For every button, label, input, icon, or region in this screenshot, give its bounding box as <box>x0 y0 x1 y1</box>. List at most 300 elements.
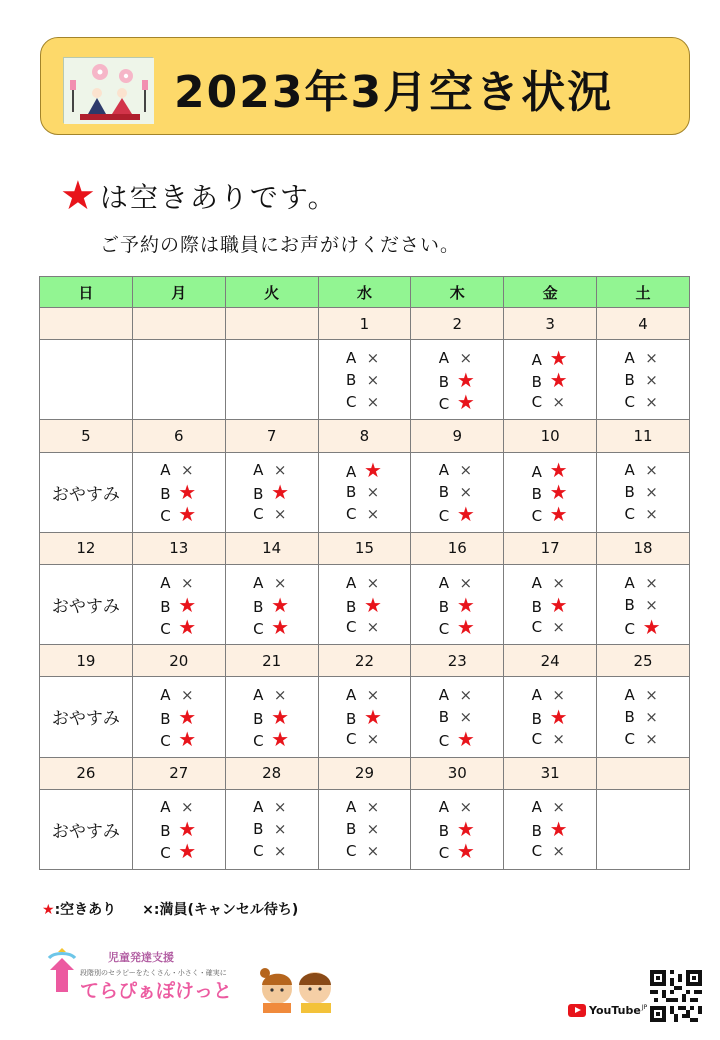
cross-icon: × <box>552 685 565 704</box>
cross-icon: × <box>273 685 287 704</box>
slot-letter: B <box>345 820 357 839</box>
star-icon: ★ <box>549 458 568 483</box>
date-cell: 24 <box>504 645 597 677</box>
slot-letter: A <box>345 348 357 367</box>
slot-letter: B <box>160 709 171 728</box>
weekday-header: 水 <box>318 277 411 308</box>
slot-letter: C <box>160 507 171 526</box>
date-cell: 12 <box>40 532 133 564</box>
slot-letter: B <box>160 597 171 616</box>
slot-line <box>625 728 662 750</box>
cross-icon: × <box>645 685 658 704</box>
slot-line <box>439 391 476 413</box>
star-icon: ★ <box>178 817 197 842</box>
cross-icon: × <box>273 505 287 524</box>
slot-letter: C <box>531 392 543 411</box>
slot-line <box>346 369 383 391</box>
star-icon: ★ <box>549 480 568 505</box>
slot-line <box>253 572 290 594</box>
slot-letter: B <box>624 595 635 614</box>
slot-line <box>625 481 662 503</box>
cross-icon: × <box>366 798 380 817</box>
slot-line <box>346 572 383 594</box>
slot-row <box>40 789 690 869</box>
cross-icon: × <box>366 505 380 524</box>
slot-line <box>160 796 197 818</box>
slot-line <box>346 481 383 503</box>
slot-letter: A <box>531 685 542 704</box>
slot-line <box>253 503 290 525</box>
day-slots-cell <box>411 677 504 757</box>
date-cell: 25 <box>597 645 690 677</box>
day-slots-cell <box>504 789 597 869</box>
cross-icon: × <box>645 370 658 389</box>
slot-line <box>439 796 476 818</box>
slot-letter: B <box>345 370 357 389</box>
slot-line <box>253 818 290 840</box>
star-icon: ★ <box>549 817 568 842</box>
slot-line <box>532 728 569 750</box>
slot-line <box>346 594 383 616</box>
slot-letter: A <box>624 348 635 367</box>
cross-icon: × <box>645 707 658 726</box>
weekday-header: 土 <box>597 277 690 308</box>
slot-letter: B <box>624 483 635 502</box>
youtube-label: YouTube <box>589 1004 641 1017</box>
day-slots-cell <box>597 340 690 420</box>
star-icon: ★ <box>549 502 568 527</box>
slot-letter: A <box>345 463 357 482</box>
children-illustration <box>255 963 345 1013</box>
cross-icon: × <box>645 392 658 411</box>
star-icon: ★ <box>363 704 382 729</box>
slot-line <box>625 572 662 594</box>
slot-line <box>625 347 662 369</box>
date-row <box>40 757 690 789</box>
cross-icon: × <box>366 370 380 389</box>
slot-line <box>625 503 662 525</box>
date-row <box>40 420 690 452</box>
cross-icon: × <box>180 685 194 704</box>
slot-line <box>532 840 569 862</box>
cross-icon: × <box>459 798 473 817</box>
weekday-header: 木 <box>411 277 504 308</box>
slot-line <box>625 391 662 413</box>
slot-line <box>160 840 197 862</box>
slot-letter: A <box>438 348 450 367</box>
day-slots-cell <box>318 340 411 420</box>
slot-line <box>160 616 197 638</box>
slot-letter: A <box>531 463 542 482</box>
brand-subtitle: 段階別のセラピーをたくさん・小さく・確実に <box>80 970 227 977</box>
slot-letter: B <box>345 709 357 728</box>
brand-name: てらぴぁぽけっと <box>80 981 233 1002</box>
weekday-header: 日 <box>40 277 133 308</box>
day-slots-cell <box>225 452 318 532</box>
slot-line <box>532 616 569 638</box>
day-slots-cell <box>40 677 133 757</box>
cross-icon: × <box>273 573 287 592</box>
day-slots-cell <box>597 564 690 644</box>
slot-line <box>532 796 569 818</box>
slot-letter: C <box>160 844 171 863</box>
date-cell: 9 <box>411 420 504 452</box>
slot-letter: A <box>345 573 357 592</box>
date-cell: 19 <box>40 645 133 677</box>
day-slots-cell <box>318 564 411 644</box>
day-slots-cell <box>318 789 411 869</box>
star-icon: ★ <box>60 173 96 219</box>
slot-line <box>439 840 476 862</box>
slot-letter: C <box>624 619 636 638</box>
slot-line <box>439 481 476 503</box>
day-slots-cell <box>504 340 597 420</box>
slot-letter: B <box>160 485 171 504</box>
slot-line <box>346 684 383 706</box>
day-slots-cell <box>411 340 504 420</box>
youtube-play-icon <box>568 1004 586 1017</box>
slot-line <box>532 572 569 594</box>
cross-icon: × <box>366 348 380 367</box>
slot-letter: A <box>345 798 357 817</box>
slot-line <box>625 684 662 706</box>
slot-line <box>160 503 197 525</box>
date-cell: 6 <box>132 420 225 452</box>
slot-line <box>346 347 383 369</box>
day-slots-cell <box>132 340 225 420</box>
star-icon: ★ <box>456 502 475 527</box>
day-slots-cell <box>411 789 504 869</box>
slot-line <box>346 706 383 728</box>
cross-icon: × <box>552 729 565 748</box>
day-slots-cell <box>40 452 133 532</box>
day-slots-cell <box>504 677 597 757</box>
slot-letter: A <box>531 573 542 592</box>
slot-letter: B <box>253 709 264 728</box>
holiday-label: おやすみ <box>51 597 120 618</box>
slot-row <box>40 452 690 532</box>
date-cell: 31 <box>504 757 597 789</box>
day-slots-cell <box>132 452 225 532</box>
slot-line <box>439 706 476 728</box>
footer-legend <box>42 899 298 919</box>
day-slots-cell <box>504 564 597 644</box>
slot-letter: C <box>160 731 171 750</box>
cross-icon: × <box>366 685 380 704</box>
slot-letter: C <box>438 619 450 638</box>
slot-line <box>160 728 197 750</box>
qr-code-icon[interactable] <box>650 970 702 1022</box>
slot-line <box>625 616 662 638</box>
slot-line <box>625 459 662 481</box>
date-cell: 5 <box>40 420 133 452</box>
availability-calendar <box>39 276 690 870</box>
date-cell: 11 <box>597 420 690 452</box>
cross-icon: × <box>459 348 473 367</box>
slot-letter: C <box>253 731 264 750</box>
cross-icon: × <box>645 729 658 748</box>
slot-letter: C <box>531 617 543 636</box>
slot-letter: C <box>345 617 357 636</box>
slot-line <box>346 503 383 525</box>
slot-letter: C <box>345 505 357 524</box>
slot-letter: A <box>438 685 450 704</box>
star-icon: ★ <box>456 839 475 864</box>
date-cell <box>597 757 690 789</box>
date-cell: 2 <box>411 308 504 340</box>
slot-line <box>625 369 662 391</box>
slot-line <box>346 728 383 750</box>
slot-letter: A <box>531 798 542 817</box>
slot-letter: A <box>345 685 357 704</box>
slot-letter: C <box>624 392 636 411</box>
slot-row <box>40 564 690 644</box>
cross-icon: × <box>459 685 473 704</box>
slot-line <box>532 481 569 503</box>
day-slots-cell <box>225 340 318 420</box>
star-icon: ★ <box>178 592 197 617</box>
star-icon: ★ <box>456 367 475 392</box>
slot-line <box>439 572 476 594</box>
cross-icon: × <box>366 392 380 411</box>
slot-letter: B <box>438 372 450 391</box>
slot-letter: C <box>624 505 636 524</box>
star-icon: ★ <box>271 726 290 751</box>
slot-letter: A <box>160 798 171 817</box>
date-cell: 17 <box>504 532 597 564</box>
cross-icon: × <box>645 595 658 614</box>
weekday-header: 金 <box>504 277 597 308</box>
slot-letter: C <box>253 842 264 861</box>
slot-letter: C <box>438 394 450 413</box>
slot-letter: A <box>160 461 171 480</box>
slot-letter: B <box>253 820 264 839</box>
slot-line <box>253 728 290 750</box>
full-label: :満員(キャンセル待ち) <box>153 902 299 918</box>
star-icon: ★ <box>178 839 197 864</box>
slot-line <box>439 369 476 391</box>
slot-line <box>532 369 569 391</box>
slot-letter: B <box>253 485 264 504</box>
slot-line <box>160 459 197 481</box>
slot-letter: A <box>253 685 264 704</box>
slot-line <box>253 706 290 728</box>
slot-letter: A <box>253 798 264 817</box>
slot-line <box>253 616 290 638</box>
slot-letter: A <box>531 350 542 369</box>
slot-letter: C <box>160 619 171 638</box>
slot-line <box>625 706 662 728</box>
slot-line <box>532 818 569 840</box>
star-icon: ★ <box>271 592 290 617</box>
slot-line <box>160 818 197 840</box>
slot-letter: B <box>438 597 450 616</box>
date-cell <box>40 308 133 340</box>
star-icon: ★ <box>456 614 475 639</box>
slot-line <box>532 347 569 369</box>
holiday-label: おやすみ <box>51 484 120 505</box>
cross-icon: × <box>180 461 194 480</box>
star-icon: ★ <box>178 502 197 527</box>
slot-line <box>253 459 290 481</box>
cross-icon: × <box>366 729 380 748</box>
cross-icon: × <box>459 483 473 502</box>
cross-icon: × <box>552 617 565 636</box>
star-icon: ★ <box>642 614 661 639</box>
slot-letter: C <box>438 731 450 750</box>
day-slots-cell <box>40 340 133 420</box>
day-slots-cell <box>132 564 225 644</box>
slot-line <box>439 347 476 369</box>
date-cell: 15 <box>318 532 411 564</box>
slot-letter: B <box>438 483 450 502</box>
slot-letter: B <box>438 822 450 841</box>
slot-letter: B <box>438 707 450 726</box>
slot-letter: A <box>438 798 450 817</box>
cross-icon: × <box>366 820 380 839</box>
date-cell: 23 <box>411 645 504 677</box>
cross-icon: × <box>552 842 565 861</box>
legend-text: は空きありです。 <box>99 181 338 214</box>
day-slots-cell <box>132 677 225 757</box>
slot-letter: B <box>345 483 357 502</box>
cross-icon: × <box>645 573 658 592</box>
slot-letter: C <box>531 729 543 748</box>
slot-line <box>160 706 197 728</box>
day-slots-cell <box>504 452 597 532</box>
weekday-header: 月 <box>132 277 225 308</box>
slot-letter: B <box>531 822 542 841</box>
slot-line <box>346 391 383 413</box>
youtube-badge[interactable] <box>568 1004 647 1017</box>
cross-icon: × <box>645 505 658 524</box>
slot-letter: B <box>531 597 542 616</box>
day-slots-cell <box>40 564 133 644</box>
date-cell: 26 <box>40 757 133 789</box>
cross-icon: × <box>552 392 565 411</box>
cross-icon: × <box>142 902 154 918</box>
day-slots-cell <box>597 452 690 532</box>
cross-icon: × <box>645 483 658 502</box>
cross-icon: × <box>552 573 565 592</box>
slot-line <box>160 481 197 503</box>
slot-letter: C <box>438 844 450 863</box>
date-cell: 1 <box>318 308 411 340</box>
slot-row <box>40 677 690 757</box>
star-icon: ★ <box>178 726 197 751</box>
star-icon: ★ <box>271 614 290 639</box>
slot-line <box>346 818 383 840</box>
slot-letter: C <box>624 729 636 748</box>
slot-line <box>532 503 569 525</box>
slot-letter: B <box>253 597 264 616</box>
slot-letter: B <box>531 372 542 391</box>
slot-letter: B <box>624 370 635 389</box>
slot-letter: A <box>438 461 450 480</box>
date-cell: 13 <box>132 532 225 564</box>
cross-icon: × <box>459 573 473 592</box>
hina-doll-illustration <box>63 57 153 123</box>
day-slots-cell <box>597 789 690 869</box>
slot-line <box>439 594 476 616</box>
cross-icon: × <box>366 483 380 502</box>
cross-icon: × <box>366 842 380 861</box>
date-cell: 8 <box>318 420 411 452</box>
day-slots-cell <box>597 677 690 757</box>
star-icon: ★ <box>456 592 475 617</box>
day-slots-cell <box>411 564 504 644</box>
slot-letter: A <box>624 685 635 704</box>
cross-icon: × <box>273 820 287 839</box>
cross-icon: × <box>180 798 194 817</box>
slot-letter: B <box>345 597 357 616</box>
star-icon: ★ <box>42 902 55 918</box>
date-cell: 22 <box>318 645 411 677</box>
cross-icon: × <box>366 617 380 636</box>
slot-line <box>253 840 290 862</box>
reservation-notice: ご予約の際は職員にお声がけください。 <box>100 234 461 256</box>
date-row <box>40 532 690 564</box>
weekday-header-row <box>40 277 690 308</box>
star-icon: ★ <box>178 614 197 639</box>
slot-letter: A <box>438 573 450 592</box>
day-slots-cell <box>411 452 504 532</box>
star-icon: ★ <box>549 367 568 392</box>
star-icon: ★ <box>271 480 290 505</box>
star-icon: ★ <box>456 726 475 751</box>
slot-letter: B <box>160 822 171 841</box>
brand-logo <box>46 948 246 1008</box>
slot-letter: C <box>345 842 357 861</box>
slot-line <box>532 594 569 616</box>
date-cell: 3 <box>504 308 597 340</box>
date-cell: 20 <box>132 645 225 677</box>
slot-row <box>40 340 690 420</box>
cross-icon: × <box>273 798 287 817</box>
day-slots-cell <box>318 677 411 757</box>
slot-line <box>439 684 476 706</box>
slot-line <box>160 684 197 706</box>
slot-line <box>253 481 290 503</box>
slot-line <box>253 594 290 616</box>
slot-line <box>532 684 569 706</box>
slot-letter: A <box>160 685 171 704</box>
slot-line <box>532 706 569 728</box>
youtube-suffix: JP <box>641 1004 648 1011</box>
slot-line <box>439 818 476 840</box>
day-slots-cell <box>225 789 318 869</box>
date-cell: 27 <box>132 757 225 789</box>
page-title: 2023年3月空き状況 <box>174 67 614 118</box>
day-slots-cell <box>132 789 225 869</box>
slot-letter: C <box>345 729 357 748</box>
star-icon: ★ <box>456 817 475 842</box>
cross-icon: × <box>645 348 658 367</box>
slot-letter: A <box>624 461 635 480</box>
slot-letter: C <box>531 842 543 861</box>
date-cell <box>132 308 225 340</box>
slot-line <box>253 684 290 706</box>
header-banner <box>40 37 690 135</box>
date-row <box>40 645 690 677</box>
date-row <box>40 308 690 340</box>
date-cell <box>225 308 318 340</box>
slot-letter: C <box>345 392 357 411</box>
date-cell: 16 <box>411 532 504 564</box>
available-label: :空きあり <box>54 902 117 918</box>
slot-letter: A <box>253 461 264 480</box>
slot-letter: C <box>531 507 543 526</box>
